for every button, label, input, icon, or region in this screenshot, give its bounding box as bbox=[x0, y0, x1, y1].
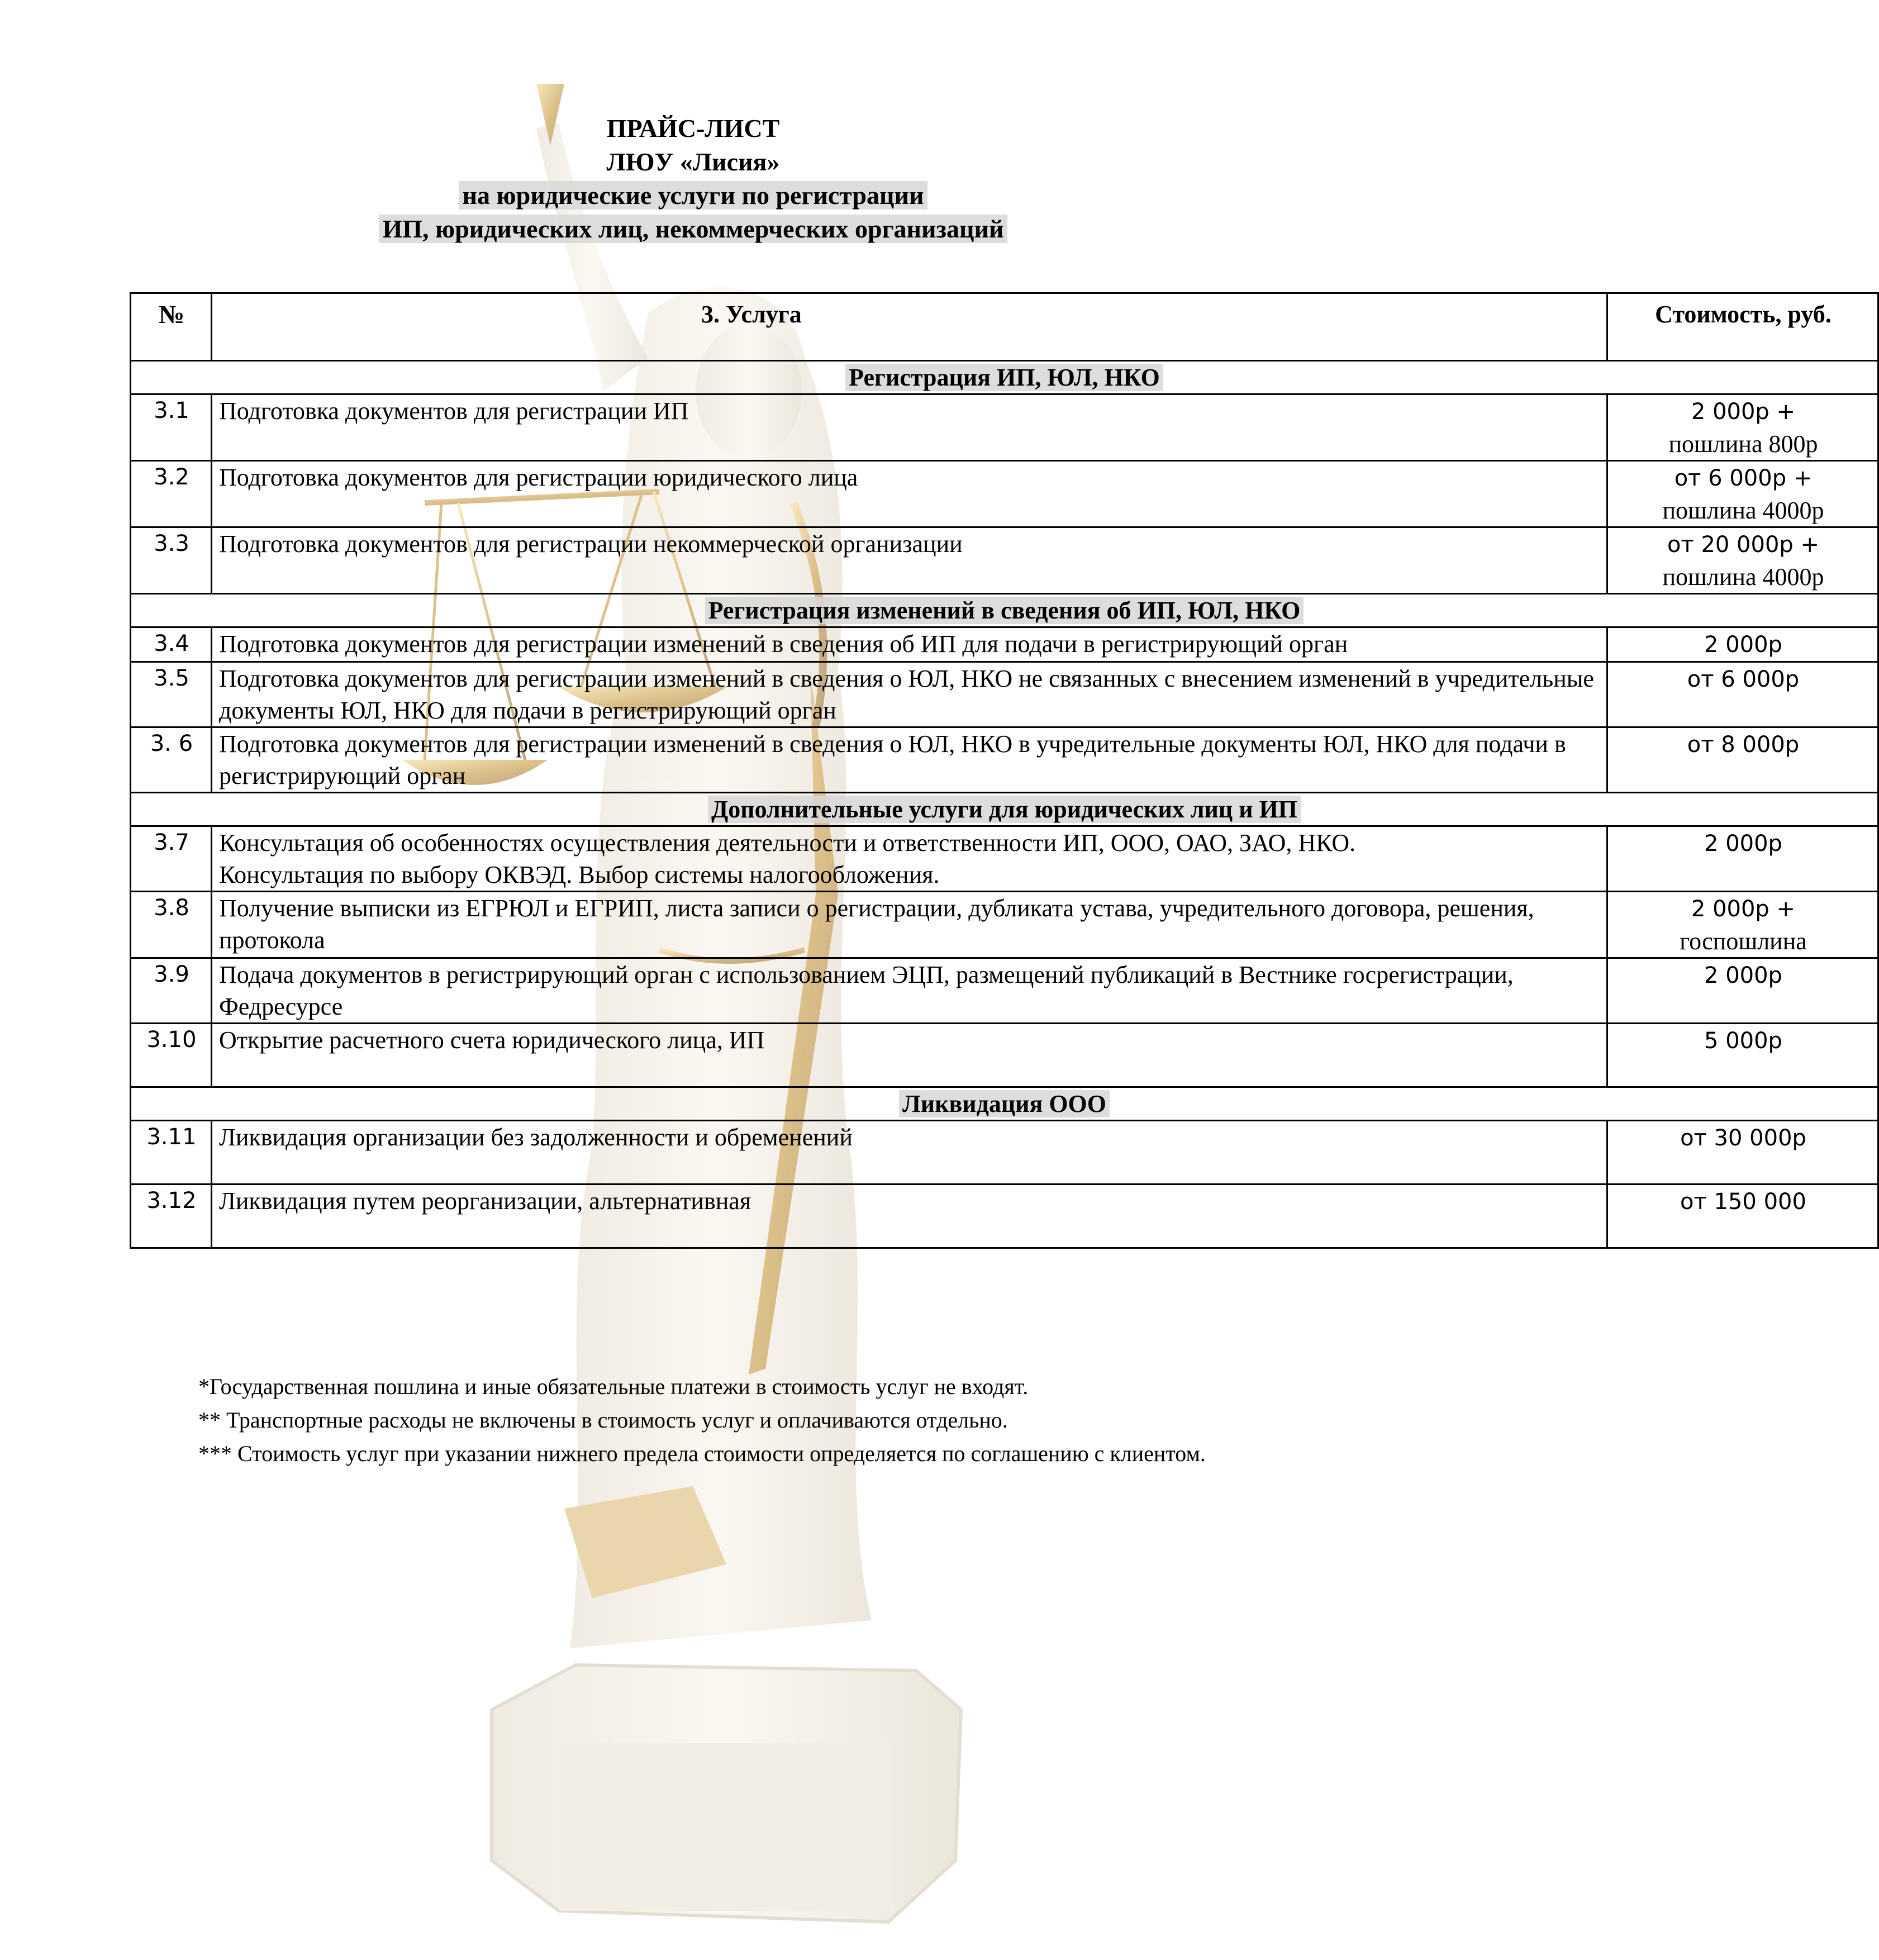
table-row bbox=[131, 527, 1878, 594]
row-cost: 2 000р + пошлина 800р bbox=[1607, 394, 1878, 461]
row-service: Подготовка документов для регистрации юридического лица bbox=[212, 461, 1607, 527]
row-number: 3.1 bbox=[131, 394, 212, 461]
title-main: ПРАЙС-ЛИСТ bbox=[606, 114, 780, 142]
row-service: Подготовка документов для регистрации изменений в сведения о ЮЛ, НКО не связанных с внесением изменений в учредительные документы ЮЛ, НКО для подачи в регистрирующий орган bbox=[212, 662, 1607, 727]
row-cost: 2 000р bbox=[1607, 627, 1878, 662]
section-title: Дополнительные услуги для юридических лиц и ИП bbox=[708, 796, 1301, 823]
header-number: № bbox=[131, 293, 212, 361]
section-row bbox=[131, 1087, 1878, 1121]
table-header-row bbox=[131, 293, 1878, 361]
row-service: Подготовка документов для регистрации изменений в сведения о ЮЛ, НКО в учредительные документы ЮЛ, НКО для подачи в регистрирующий орган bbox=[212, 727, 1607, 793]
table-row bbox=[131, 662, 1878, 727]
row-service: Подготовка документов для регистрации некоммерческой организации bbox=[212, 527, 1607, 594]
row-number: 3.12 bbox=[131, 1184, 212, 1248]
table-row bbox=[131, 1024, 1878, 1087]
table-row bbox=[131, 1121, 1878, 1184]
footnote: *Государственная пошлина и иные обязательные платежи в стоимость услуг не входят. bbox=[198, 1374, 1029, 1399]
row-service: Подача документов в регистрирующий орган с использованием ЭЦП, размещений публикаций в Вестнике госрегистрации, Федресурсе bbox=[212, 958, 1607, 1024]
section-row bbox=[131, 793, 1878, 826]
row-service: Ликвидация путем реорганизации, альтернативная bbox=[212, 1184, 1607, 1248]
row-cost: от 6 000р bbox=[1607, 662, 1878, 727]
table-row bbox=[131, 727, 1878, 793]
row-number: 3.10 bbox=[131, 1024, 212, 1087]
table-row bbox=[131, 892, 1878, 958]
row-cost: 2 000р + госпошлина bbox=[1607, 892, 1878, 958]
section-row bbox=[131, 361, 1878, 394]
section-title: Регистрация ИП, ЮЛ, НКО bbox=[845, 364, 1163, 391]
row-number: 3.7 bbox=[131, 826, 212, 892]
row-service: Получение выписки из ЕГРЮЛ и ЕГРИП, листа записи о регистрации, дубликата устава, учредительного договора, решения, протокола bbox=[212, 892, 1607, 958]
title-subject-2: ИП, юридических лиц, некоммерческих организаций bbox=[379, 215, 1007, 243]
section-title: Ликвидация ООО bbox=[899, 1090, 1110, 1117]
row-service: Открытие расчетного счета юридического лица, ИП bbox=[212, 1024, 1607, 1087]
row-service: Подготовка документов для регистрации изменений в сведения об ИП для подачи в регистрирующий орган bbox=[212, 627, 1607, 662]
table-row bbox=[131, 461, 1878, 527]
row-cost: 5 000р bbox=[1607, 1024, 1878, 1087]
row-number: 3.8 bbox=[131, 892, 212, 958]
table-row bbox=[131, 394, 1878, 461]
section-title: Регистрация изменений в сведения об ИП, ЮЛ, НКО bbox=[705, 597, 1304, 624]
row-service: Консультация об особенностях осуществления деятельности и ответственности ИП, ООО, ОАО, ЗАО, НКО. Консультация по выбору ОКВЭД. Выбор системы налогообложения. bbox=[212, 826, 1607, 892]
table-row bbox=[131, 958, 1878, 1024]
header-cost: Стоимость, руб. bbox=[1607, 293, 1878, 361]
footnote: *** Стоимость услуг при указании нижнего предела стоимости определяется по соглашению с клиентом. bbox=[198, 1441, 1206, 1466]
row-number: 3.4 bbox=[131, 627, 212, 662]
row-cost: от 30 000р bbox=[1607, 1121, 1878, 1184]
row-number: 3. 6 bbox=[131, 727, 212, 793]
row-cost: от 20 000р + пошлина 4000р bbox=[1607, 527, 1878, 594]
row-cost: от 150 000 bbox=[1607, 1184, 1878, 1248]
table-row bbox=[131, 1184, 1878, 1248]
row-service: Подготовка документов для регистрации ИП bbox=[212, 394, 1607, 461]
footnote: ** Транспортные расходы не включены в стоимость услуг и оплачиваются отдельно. bbox=[198, 1407, 1008, 1433]
row-cost: от 8 000р bbox=[1607, 727, 1878, 793]
table-row bbox=[131, 627, 1878, 662]
title-organization: ЛЮУ «Лисия» bbox=[606, 148, 780, 176]
row-number: 3.2 bbox=[131, 461, 212, 527]
row-cost: 2 000р bbox=[1607, 826, 1878, 892]
header-service: 3. Услуга bbox=[212, 293, 1607, 361]
row-service: Ликвидация организации без задолженности и обременений bbox=[212, 1121, 1607, 1184]
row-number: 3.9 bbox=[131, 958, 212, 1024]
title-block bbox=[0, 112, 1386, 246]
row-number: 3.11 bbox=[131, 1121, 212, 1184]
section-row bbox=[131, 594, 1878, 627]
footnotes bbox=[198, 1370, 1293, 1471]
row-cost: 2 000р bbox=[1607, 958, 1878, 1024]
table-row bbox=[131, 826, 1878, 892]
row-number: 3.5 bbox=[131, 662, 212, 727]
row-cost: от 6 000р + пошлина 4000р bbox=[1607, 461, 1878, 527]
price-table bbox=[130, 292, 1879, 1249]
row-number: 3.3 bbox=[131, 527, 212, 594]
title-subject: на юридические услуги по регистрации bbox=[459, 181, 927, 210]
